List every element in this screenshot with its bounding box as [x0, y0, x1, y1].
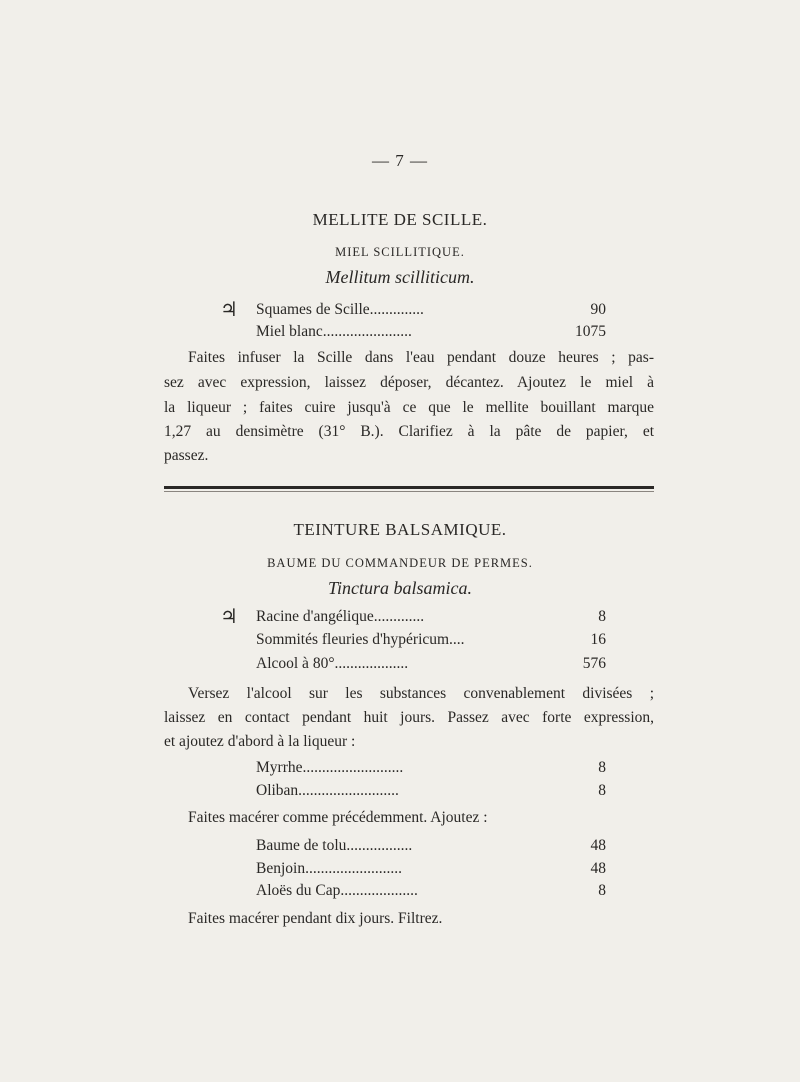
instruction-line: la liqueur ; faites cuire jusqu'à ce que le mellite bouillant marque [164, 399, 654, 416]
section-divider [164, 486, 654, 489]
ingredient-qty: 8 [598, 882, 606, 899]
instruction-line: Faites macérer pendant dix jours. Filtrez. [188, 910, 443, 927]
ingredient-name: Sommités fleuries d'hypéricum.... [256, 631, 465, 648]
ingredient-row [256, 653, 606, 675]
ingredient-name: Aloës du Cap.................... [256, 882, 418, 899]
ingredient-name: Benjoin......................... [256, 860, 402, 877]
section-title-mellite: MELLITE DE SCILLE. [312, 210, 488, 229]
ingredient-qty: 48 [590, 837, 606, 854]
ingredient-row [256, 880, 606, 902]
instruction-line: laissez en contact pendant huit jours. Passez avec forte expression, [164, 709, 654, 726]
ingredient-name: Miel blanc....................... [256, 323, 412, 340]
instruction-line: Versez l'alcool sur les substances convenablement divisées ; [188, 685, 654, 702]
ingredient-qty: 16 [590, 631, 606, 648]
section-subtitle-miel: MIEL SCILLITIQUE. [335, 245, 465, 259]
recipe-sign-2: ♃ [220, 606, 238, 628]
ingredient-row [256, 606, 606, 628]
ingredient-name: Oliban.......................... [256, 782, 399, 799]
instruction-line: Faites infuser la Scille dans l'eau pendant douze heures ; pas- [188, 349, 654, 366]
ingredient-row [256, 321, 606, 343]
ingredient-qty: 8 [598, 759, 606, 776]
recipe-sign-1: ♃ [220, 299, 238, 321]
ingredient-row [256, 780, 606, 802]
section-subtitle-baume: BAUME DU COMMANDEUR DE PERMES. [267, 556, 533, 570]
ingredient-qty: 1075 [575, 323, 606, 340]
instruction-line: Faites macérer comme précédemment. Ajoutez : [188, 809, 488, 826]
latin-name-mellitum: Mellitum scilliticum. [325, 267, 475, 287]
ingredient-row [256, 858, 606, 880]
section-divider-thin [164, 491, 654, 492]
ingredient-name: Myrrhe.......................... [256, 759, 404, 776]
latin-name-tinctura: Tinctura balsamica. [327, 578, 472, 598]
instruction-line: et ajoutez d'abord à la liqueur : [164, 733, 356, 750]
ingredient-name: Squames de Scille.............. [256, 301, 424, 318]
ingredient-qty: 48 [590, 860, 606, 877]
ingredient-row [256, 299, 606, 321]
ingredient-qty: 8 [598, 782, 606, 799]
ingredient-row [256, 757, 606, 779]
ingredient-qty: 576 [582, 655, 606, 672]
ingredient-name: Baume de tolu................. [256, 837, 413, 854]
ingredient-qty: 90 [590, 301, 606, 318]
instruction-line: passez. [164, 447, 209, 464]
section-title-teinture: TEINTURE BALSAMIQUE. [293, 520, 507, 539]
ingredient-row [256, 835, 606, 857]
ingredient-row [256, 629, 606, 651]
instruction-line: 1,27 au densimètre (31° B.). Clarifiez à la pâte de papier, et [164, 423, 654, 440]
ingredient-qty: 8 [598, 608, 606, 625]
ingredient-name: Alcool à 80°................... [256, 655, 409, 672]
instruction-line: sez avec expression, laissez déposer, décantez. Ajoutez le miel à [164, 374, 654, 391]
ingredient-name: Racine d'angélique............. [256, 608, 425, 625]
page-number: — 7 — [372, 151, 428, 170]
